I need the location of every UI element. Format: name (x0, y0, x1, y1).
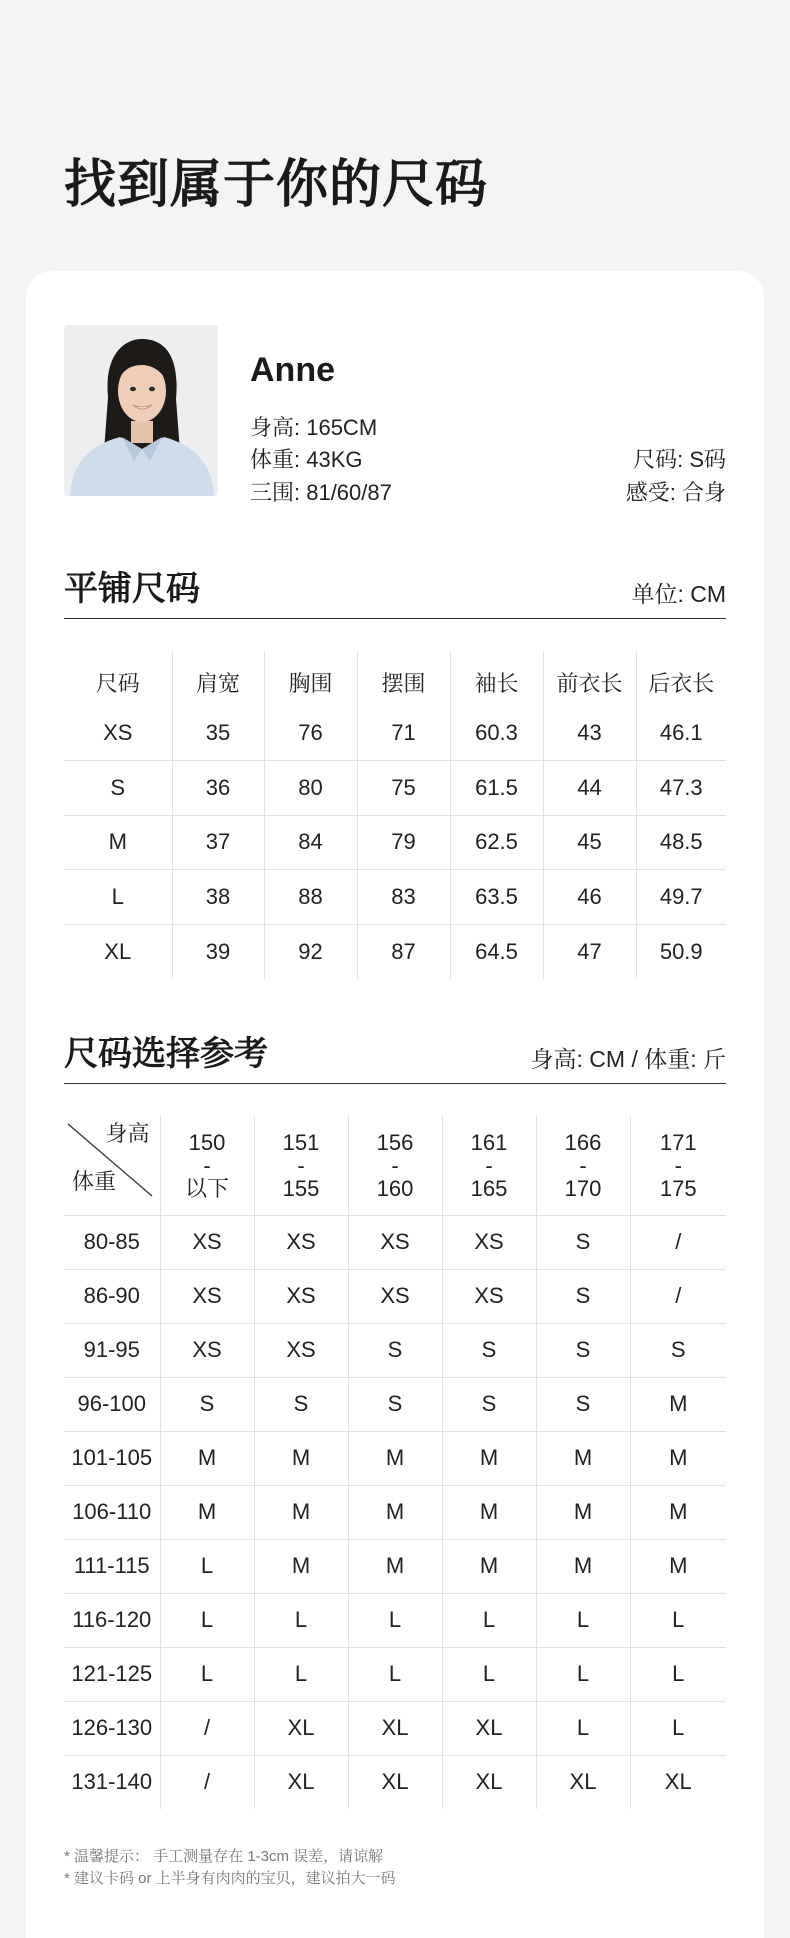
range-dash: - (203, 1152, 211, 1178)
weight-range-cell: 126-130 (64, 1701, 160, 1755)
table-cell: M (348, 1485, 442, 1539)
table-cell: L (254, 1647, 348, 1701)
table-row (64, 1215, 726, 1269)
range-start: 161 (470, 1129, 508, 1155)
col-header-front-length: 前衣长 (543, 651, 636, 706)
table-cell: 44 (543, 761, 636, 816)
table-cell: XL (64, 924, 172, 979)
table-cell: 35 (172, 706, 264, 761)
table-cell: M (160, 1485, 254, 1539)
table-cell: S (64, 761, 172, 816)
size-reference-unit: 身高: CM / 体重: 斤 (530, 1046, 726, 1072)
table-row (64, 1755, 726, 1809)
height-range-header (348, 1116, 442, 1215)
range-dash: - (485, 1152, 493, 1178)
table-cell: 47 (543, 924, 636, 979)
table-cell: M (536, 1431, 630, 1485)
table-cell: M (254, 1431, 348, 1485)
model-fit: 感受: 合身 (625, 480, 726, 505)
table-cell: 50.9 (636, 924, 726, 979)
table-cell: / (630, 1215, 726, 1269)
table-cell: M (442, 1539, 536, 1593)
table-row (64, 1269, 726, 1323)
table-cell: S (536, 1377, 630, 1431)
table-cell: L (442, 1593, 536, 1647)
table-cell: 92 (264, 924, 357, 979)
table-cell: L (160, 1539, 254, 1593)
range-end: 155 (282, 1175, 320, 1201)
table-cell: 38 (172, 870, 264, 925)
range-dash: - (297, 1152, 305, 1178)
height-range-header (160, 1116, 254, 1215)
model-size: 尺码: S码 (633, 447, 726, 472)
table-cell: 88 (264, 870, 357, 925)
table-cell: M (160, 1431, 254, 1485)
table-row (64, 924, 726, 979)
table-cell: XL (442, 1701, 536, 1755)
table-row (64, 761, 726, 816)
table-cell: 75 (357, 761, 450, 816)
table-row (64, 1323, 726, 1377)
table-cell: XL (348, 1755, 442, 1809)
table-cell: L (630, 1647, 726, 1701)
table-cell: L (442, 1647, 536, 1701)
weight-range-cell: 131-140 (64, 1755, 160, 1809)
table-cell: 79 (357, 815, 450, 870)
height-range-header (442, 1116, 536, 1215)
note-measurement: * 温馨提示： 手工测量存在 1-3cm 误差，请谅解 (64, 1848, 384, 1865)
table-cell: XL (442, 1755, 536, 1809)
table-cell: 61.5 (450, 761, 543, 816)
table-cell: XL (630, 1755, 726, 1809)
table-cell: L (160, 1593, 254, 1647)
table-cell: / (160, 1755, 254, 1809)
table-cell: 63.5 (450, 870, 543, 925)
table-cell: 84 (264, 815, 357, 870)
table-cell: XL (348, 1701, 442, 1755)
size-guide-card (26, 271, 764, 1938)
table-cell: M (254, 1485, 348, 1539)
table-cell: XS (348, 1269, 442, 1323)
table-cell: 39 (172, 924, 264, 979)
table-row (64, 706, 726, 761)
table-cell: L (536, 1647, 630, 1701)
corner-weight-label: 体重 (72, 1168, 117, 1194)
table-cell: 47.3 (636, 761, 726, 816)
size-reference-table (64, 1116, 726, 1809)
size-reference-title: 尺码选择参考 (64, 1034, 268, 1074)
table-cell: L (630, 1701, 726, 1755)
model-height: 身高: 165CM (250, 415, 378, 440)
table-row (64, 1593, 726, 1647)
flat-size-divider (64, 618, 726, 619)
page-title: 找到属于你的尺码 (64, 155, 489, 215)
table-cell: S (348, 1323, 442, 1377)
table-cell: XS (160, 1215, 254, 1269)
corner-header (64, 1116, 160, 1215)
table-cell: M (348, 1431, 442, 1485)
table-cell: L (254, 1593, 348, 1647)
range-end: 175 (659, 1175, 697, 1201)
col-header-sleeve: 袖长 (450, 651, 543, 706)
table-cell: XL (254, 1701, 348, 1755)
corner-height-label: 身高 (105, 1121, 150, 1146)
range-dash: - (579, 1152, 587, 1178)
table-cell: M (64, 815, 172, 870)
table-cell: S (254, 1377, 348, 1431)
table-cell: 46 (543, 870, 636, 925)
table-cell: M (630, 1539, 726, 1593)
table-row (64, 1539, 726, 1593)
table-cell: L (536, 1593, 630, 1647)
table-cell: M (536, 1539, 630, 1593)
col-header-shoulder: 肩宽 (172, 651, 264, 706)
table-cell: M (348, 1539, 442, 1593)
table-cell: L (348, 1593, 442, 1647)
table-cell: L (348, 1647, 442, 1701)
weight-range-cell: 80-85 (64, 1215, 160, 1269)
note-sizing-tip: * 建议卡码 or 上半身有肉肉的宝贝，建议拍大一码 (64, 1870, 396, 1887)
table-cell: S (536, 1215, 630, 1269)
table-row (64, 1701, 726, 1755)
table-cell: XL (254, 1755, 348, 1809)
flat-size-unit: 单位: CM (631, 581, 726, 607)
weight-range-cell: 101-105 (64, 1431, 160, 1485)
size-reference-header-row (64, 1116, 726, 1215)
table-cell: M (442, 1485, 536, 1539)
table-cell: S (630, 1323, 726, 1377)
flat-size-title: 平铺尺码 (64, 569, 200, 609)
col-header-chest: 胸围 (264, 651, 357, 706)
table-cell: 83 (357, 870, 450, 925)
table-cell: 36 (172, 761, 264, 816)
range-dash: - (391, 1152, 399, 1178)
col-header-back-length: 后衣长 (636, 651, 726, 706)
table-cell: M (630, 1377, 726, 1431)
model-measurements: 三围: 81/60/87 (250, 480, 392, 505)
table-cell: 60.3 (450, 706, 543, 761)
table-cell: S (348, 1377, 442, 1431)
table-cell: 87 (357, 924, 450, 979)
flat-size-header-row (64, 651, 726, 706)
table-row (64, 870, 726, 925)
range-start: 171 (659, 1129, 697, 1155)
table-cell: 62.5 (450, 815, 543, 870)
range-end: 170 (564, 1175, 602, 1201)
table-cell: S (536, 1323, 630, 1377)
table-cell: M (630, 1431, 726, 1485)
height-range-header (630, 1116, 726, 1215)
table-row (64, 1377, 726, 1431)
range-start: 150 (188, 1129, 226, 1155)
table-cell: L (536, 1701, 630, 1755)
table-cell: S (160, 1377, 254, 1431)
table-cell: XS (160, 1323, 254, 1377)
range-dash: - (674, 1152, 682, 1178)
table-cell: S (442, 1323, 536, 1377)
table-cell: L (160, 1647, 254, 1701)
flat-size-table (64, 651, 726, 979)
range-start: 166 (564, 1129, 602, 1155)
table-cell: 48.5 (636, 815, 726, 870)
size-reference-divider (64, 1083, 726, 1084)
table-cell: XS (442, 1269, 536, 1323)
weight-range-cell: 96-100 (64, 1377, 160, 1431)
model-portrait-image (64, 325, 218, 496)
table-cell: L (64, 870, 172, 925)
table-cell: 76 (264, 706, 357, 761)
range-end: 160 (376, 1175, 414, 1201)
table-cell: S (536, 1269, 630, 1323)
table-cell: 71 (357, 706, 450, 761)
table-row (64, 1431, 726, 1485)
col-header-size: 尺码 (95, 671, 140, 696)
table-cell: L (630, 1593, 726, 1647)
model-weight: 体重: 43KG (250, 447, 363, 472)
table-cell: XS (103, 720, 133, 745)
weight-range-cell: 121-125 (64, 1647, 160, 1701)
weight-range-cell: 91-95 (64, 1323, 160, 1377)
weight-range-cell: 111-115 (64, 1539, 160, 1593)
weight-range-cell: 116-120 (64, 1593, 160, 1647)
table-cell: 43 (543, 706, 636, 761)
table-cell: 45 (543, 815, 636, 870)
height-range-header (254, 1116, 348, 1215)
table-cell: / (160, 1701, 254, 1755)
table-cell: XS (160, 1269, 254, 1323)
table-cell: / (630, 1269, 726, 1323)
range-start: 151 (282, 1129, 320, 1155)
table-cell: S (442, 1377, 536, 1431)
model-photo (64, 325, 218, 496)
weight-range-cell: 86-90 (64, 1269, 160, 1323)
table-row (64, 815, 726, 870)
table-cell: XS (254, 1215, 348, 1269)
table-cell: 49.7 (636, 870, 726, 925)
weight-range-cell: 106-110 (64, 1485, 160, 1539)
range-end: 165 (470, 1175, 508, 1201)
table-cell: 80 (264, 761, 357, 816)
table-cell: XL (536, 1755, 630, 1809)
table-row (64, 1647, 726, 1701)
table-cell: XS (254, 1323, 348, 1377)
table-cell: M (254, 1539, 348, 1593)
range-end: 以下 (184, 1175, 229, 1201)
table-cell: 37 (172, 815, 264, 870)
range-start: 156 (376, 1129, 414, 1155)
model-name: Anne (250, 351, 335, 389)
table-cell: XS (442, 1215, 536, 1269)
col-header-hem: 摆围 (357, 651, 450, 706)
table-cell: M (630, 1485, 726, 1539)
table-cell: 64.5 (450, 924, 543, 979)
table-cell: XS (254, 1269, 348, 1323)
table-cell: M (536, 1485, 630, 1539)
table-cell: M (442, 1431, 536, 1485)
height-range-header (536, 1116, 630, 1215)
table-cell: XS (348, 1215, 442, 1269)
table-cell: 46.1 (636, 706, 726, 761)
table-row (64, 1485, 726, 1539)
